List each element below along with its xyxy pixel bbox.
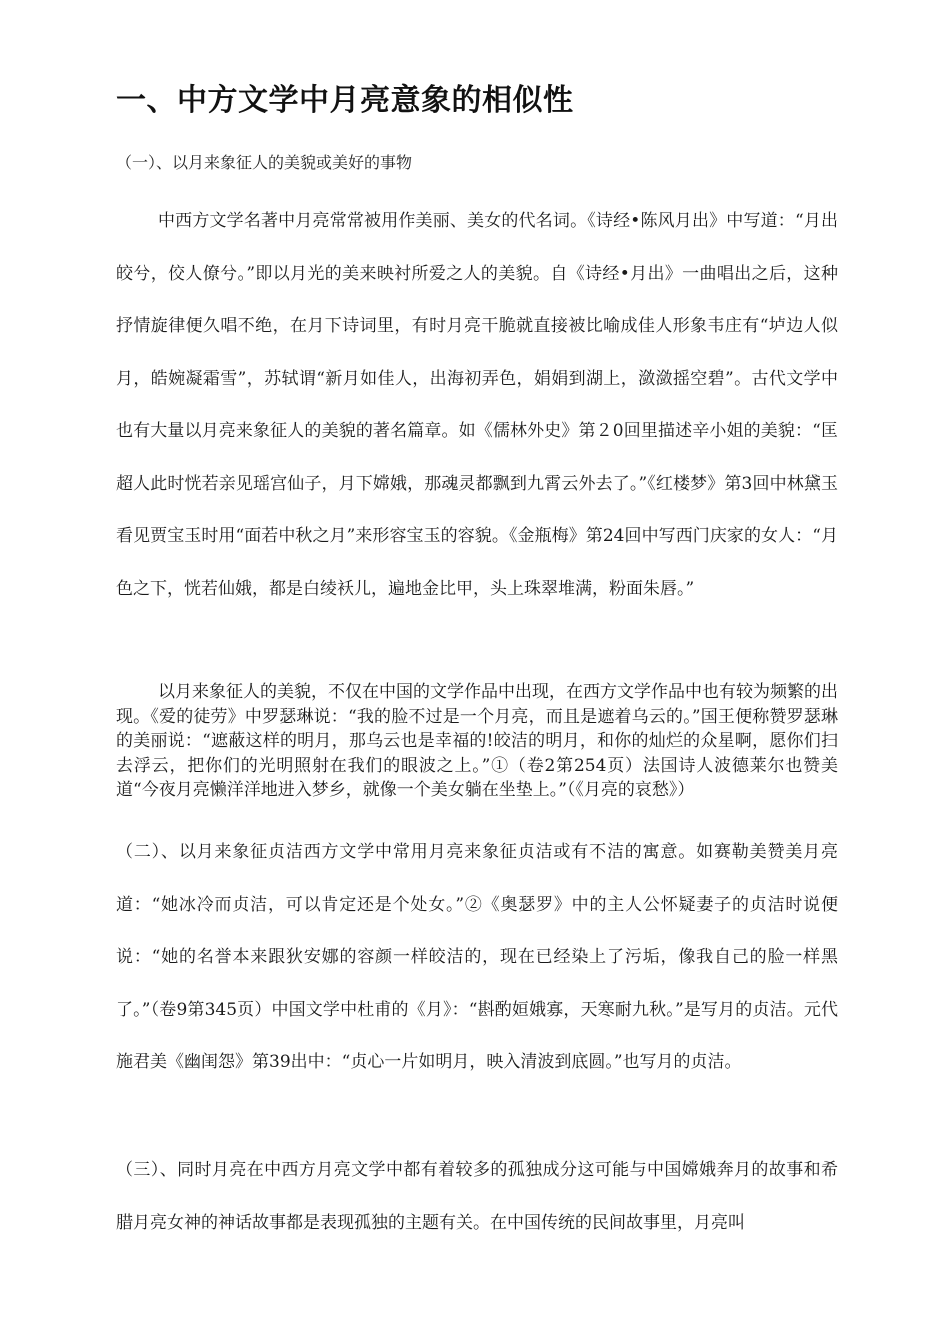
paragraph-loneliness: （三）、同时月亮在中西方月亮文学中都有着较多的孤独成分这可能与中国嫦娥奔月的故事和希腊月亮女神的神话故事都是表现孤独的主题有关。在中国传统的民间故事里，月亮叫 [116, 1160, 838, 1233]
page-title: 一、中方文学中月亮意象的相似性 [116, 83, 574, 118]
paragraph-beauty-chinese: 中西方文学名著中月亮常常被用作美丽、美女的代名词。《诗经•陈风月出》中写道：“月出皎兮，佼人僚兮。”即以月光的美来映衬所爱之人的美貌。自《诗经•月出》一曲唱出之后，这种抒情旋律便久唱不绝，在月下诗词里，有时月亮干脆就直接被比喻成佳人形象韦庄有“垆边人似月，皓婉凝霜雪”，苏轼谓“新月如佳人，出海初弄色，娟娟到湖上，潋潋摇空碧”。古代文学中也有大量以月亮来象征人的美貌的著名篇章。如《儒林外史》第２0回里描述辛小姐的美貌：“匡超人此时恍若亲见瑶宫仙子，月下嫦娥，那魂灵都飘到九霄云外去了。”《红楼梦》第3回中林黛玉看见贾宝玉时用“面若中秋之月”来形容宝玉的容貌。《金瓶梅》第24回中写西门庆家的女人：“月色之下，恍若仙娥，都是白绫袄儿，遍地金比甲，头上珠翠堆满，粉面朱唇。” [116, 211, 838, 599]
paragraph-beauty-western: 以月来象征人的美貌，不仅在中国的文学作品中出现，在西方文学作品中也有较为频繁的出现。《爱的徒劳》中罗瑟琳说：“我的脸不过是一个月亮，而且是遮着乌云的。”国王便称赞罗瑟琳的美丽说：“遮蔽这样的明月，那乌云也是幸福的!皎洁的明月，和你的灿烂的众星啊，愿你们扫去浮云，把你们的光明照射在我们的眼波之上。”①（卷2第254页）法国诗人波德莱尔也赞美道“今夜月亮懒洋洋地进入梦乡，就像一个美女躺在坐垫上。”（《月亮的哀愁》） [116, 682, 838, 800]
paragraph-chastity: （二）、以月来象征贞洁西方文学中常用月亮来象征贞洁或有不洁的寓意。如赛勒美赞美月亮道：“她冰冷而贞洁，可以肯定还是个处女。”②《奥瑟罗》中的主人公怀疑妻子的贞洁时说便说：“她的名誉本来跟狄安娜的容颜一样皎洁的，现在已经染上了污垢，像我自己的脸一样黑了。”（卷9第345页）中国文学中杜甫的《月》：“斟酌姮娥寡，天寒耐九秋。”是写月的贞洁。元代施君美《幽闺怨》第39出中：“贞心一片如明月，映入清波到底圆。”也写月的贞洁。 [116, 842, 838, 1072]
section-heading-1: （一）、以月来象征人的美貌或美好的事物 [116, 153, 413, 172]
